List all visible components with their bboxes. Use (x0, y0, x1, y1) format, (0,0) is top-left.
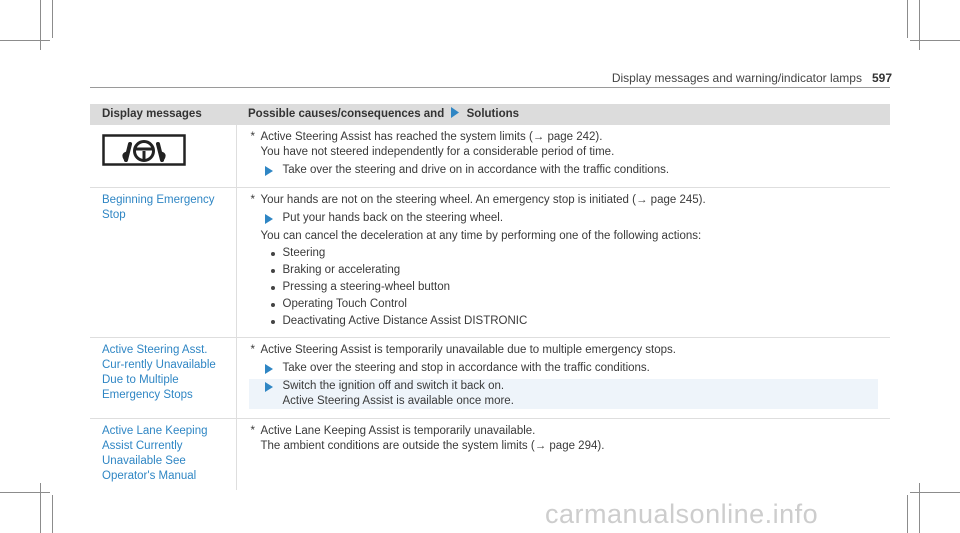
cause-line (249, 130, 879, 145)
list-item-text: Braking or accelerating (282, 264, 401, 276)
instruction-result-text: Active Steering Assist is available once more. (282, 395, 514, 407)
bullet-dot (271, 252, 275, 256)
cause-text: Your hands are not on the steering wheel. An emergency stop is initiated (→ page 245). (260, 194, 706, 206)
instruction-arrow-icon (265, 214, 273, 224)
crop-mark (0, 492, 50, 493)
crop-mark (910, 492, 960, 493)
instruction (249, 379, 879, 409)
instruction-text: Take over the steering and drive on in accordance with the traffic conditions. (282, 164, 670, 176)
list-item-text: Operating Touch Control (282, 298, 407, 310)
instruction-text: Take over the steering and stop in accordance with the traffic conditions. (282, 362, 650, 374)
asterisk: * (250, 194, 255, 206)
info-text: You have not steered independently for a considerable period of time. (260, 146, 615, 158)
bullet-dot (271, 269, 275, 273)
list-item-text: Steering (282, 247, 326, 259)
table-row (90, 125, 890, 188)
instruction-arrow-icon (265, 166, 273, 176)
message-label: Active Steering Asst. Cur-rently Unavailable Due to Multiple Emergency Stops (102, 344, 216, 401)
crop-mark (0, 40, 50, 41)
table-row (90, 419, 890, 491)
instruction-arrow-icon (265, 364, 273, 374)
solution-cell (236, 419, 890, 491)
instruction-text: Switch the ignition off and switch it back on. (282, 380, 505, 392)
message-cell (90, 419, 236, 491)
bullet-dot (271, 286, 275, 290)
bullet-dot (271, 303, 275, 307)
section-title: Display messages and warning/indicator lamps (611, 71, 862, 85)
instruction-arrow-icon (265, 382, 273, 392)
info-text: The ambient conditions are outside the system limits (→ page 294). (260, 440, 605, 452)
steering-wheel-hands-off-icon (102, 134, 224, 166)
cause-line (249, 424, 879, 439)
crop-mark (910, 40, 960, 41)
col-header-causes-solutions (236, 104, 890, 125)
crop-mark (52, 495, 53, 533)
table-row (90, 188, 890, 338)
cause-text: Active Steering Assist is temporarily unavailable due to multiple emergency stops. (260, 344, 676, 356)
solution-cell (236, 125, 890, 188)
watermark: carmanualsonline.info (545, 499, 819, 529)
crop-mark (52, 0, 53, 38)
list-item (249, 280, 879, 295)
asterisk: * (250, 425, 255, 437)
cause-line (249, 193, 879, 208)
crop-mark (40, 0, 41, 50)
solution-arrow-icon (450, 107, 460, 118)
crop-mark (919, 483, 920, 533)
page-number: 597 (871, 71, 892, 85)
display-messages-table (90, 104, 890, 490)
list-item (249, 297, 879, 312)
list-item (249, 263, 879, 278)
instruction (249, 211, 879, 226)
message-cell (90, 125, 236, 188)
solution-cell (236, 188, 890, 338)
crop-mark (919, 0, 920, 50)
message-label: Active Lane Keeping Assist Currently Unavailable See Operator's Manual (102, 425, 208, 482)
col-header-suffix: Solutions (466, 108, 520, 120)
cause-text: Active Steering Assist has reached the system limits (→ page 242). (260, 131, 603, 143)
cause-text: Active Lane Keeping Assist is temporarily unavailable. (260, 425, 536, 437)
header-divider (90, 87, 890, 88)
asterisk: * (250, 344, 255, 356)
solution-cell (236, 338, 890, 419)
col-header-prefix: Possible causes/consequences and (248, 108, 445, 120)
info-text: You can cancel the deceleration at any time by performing one of the following actions: (260, 230, 702, 242)
table-header-row (90, 104, 890, 125)
bullet-dot (271, 320, 275, 324)
table-row (90, 338, 890, 419)
instruction-text: Put your hands back on the steering wheel. (282, 212, 504, 224)
message-cell (90, 338, 236, 419)
col-header-display-messages: Display messages (90, 104, 236, 125)
instruction (249, 163, 879, 178)
list-item-text: Deactivating Active Distance Assist DISTRONIC (282, 315, 528, 327)
asterisk: * (250, 131, 255, 143)
message-label: Beginning Emergency Stop (102, 194, 215, 221)
message-cell (90, 188, 236, 338)
list-item (249, 246, 879, 261)
page-header (612, 71, 892, 85)
list-item-text: Pressing a steering-wheel button (282, 281, 450, 293)
instruction (249, 361, 879, 376)
list-item (249, 314, 879, 329)
cause-line (249, 343, 879, 358)
crop-mark (907, 495, 908, 533)
crop-mark (907, 0, 908, 38)
crop-mark (40, 483, 41, 533)
